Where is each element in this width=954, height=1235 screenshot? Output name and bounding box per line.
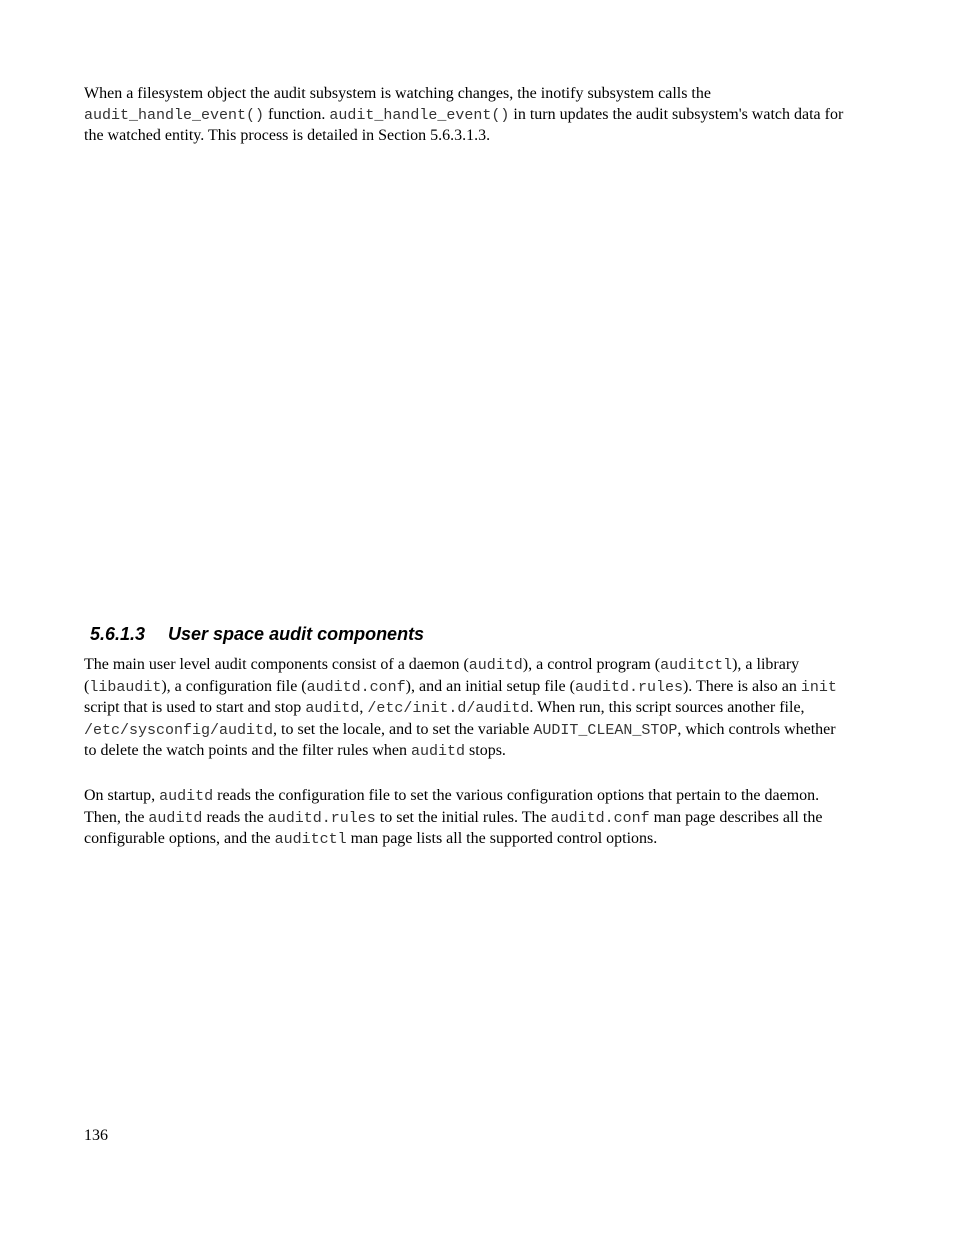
text: reads the configuration file to set the various configuration options that pertain to the daemon. Then, the: [84, 787, 820, 826]
text: ). There is also an: [682, 677, 801, 695]
text: script that is used to start and stop: [84, 699, 306, 716]
section-title: User space audit components: [168, 624, 425, 644]
code-daemon-name: auditd: [148, 809, 203, 827]
code-rules-file: auditd.rules: [574, 678, 683, 696]
intro-paragraph: [84, 84, 844, 147]
code-config-file: auditd.conf: [550, 809, 650, 827]
code-config-file: auditd.conf: [306, 678, 406, 696]
text: ,: [359, 699, 368, 716]
text: On startup,: [84, 787, 160, 804]
code-daemon-name: auditd: [159, 788, 214, 805]
code-init-script-path: /etc/init.d/auditd: [367, 700, 530, 717]
code-library-name: libaudit: [89, 678, 162, 696]
text: , which controls whether to delete the watch points and the filter rules when: [84, 720, 836, 759]
code-daemon-name: auditd: [411, 743, 466, 760]
text: man page lists all the supported control options.: [346, 830, 658, 847]
text: The main user level audit components consist of a daemon (: [84, 656, 469, 673]
text: reads the: [202, 808, 268, 826]
code-daemon-name: auditd: [305, 700, 360, 717]
code-daemon-name: auditd: [468, 657, 523, 674]
text: man page describes all the configurable options, and the: [84, 808, 823, 847]
code-function-name: audit_handle_event(): [84, 106, 265, 124]
startup-paragraph: [84, 786, 844, 851]
text: stops.: [465, 742, 506, 759]
code-program-name: auditctl: [274, 831, 347, 848]
text: . When run, this script sources another file,: [529, 699, 805, 716]
text: to set the initial rules. The: [375, 808, 551, 826]
text: in turn updates the audit subsystem's watch data for the watched entity. This process is detailed in Section 5.6.3.1.3.: [84, 105, 844, 144]
code-init: init: [800, 678, 837, 696]
text: ), a control program (: [522, 656, 661, 673]
text: , to set the locale, and to set the variable: [273, 720, 534, 738]
code-rules-file: auditd.rules: [267, 809, 376, 827]
components-paragraph: [84, 655, 844, 763]
text: ), and an initial setup file (: [405, 677, 575, 695]
text: function.: [264, 105, 330, 123]
section-number: 5.6.1.3: [90, 624, 146, 644]
text: ), a configuration file (: [161, 677, 307, 695]
text: When a filesystem object the audit subsystem is watching changes, the inotify subsystem calls the: [84, 85, 711, 102]
code-variable-name: AUDIT_CLEAN_STOP: [533, 721, 678, 739]
code-sysconfig-path: /etc/sysconfig/auditd: [84, 721, 274, 739]
page-number: 136: [84, 1127, 108, 1144]
text: ), a library (: [84, 656, 800, 695]
code-function-name: audit_handle_event(): [329, 106, 510, 124]
section-heading: [90, 624, 424, 645]
code-program-name: auditctl: [660, 657, 733, 674]
